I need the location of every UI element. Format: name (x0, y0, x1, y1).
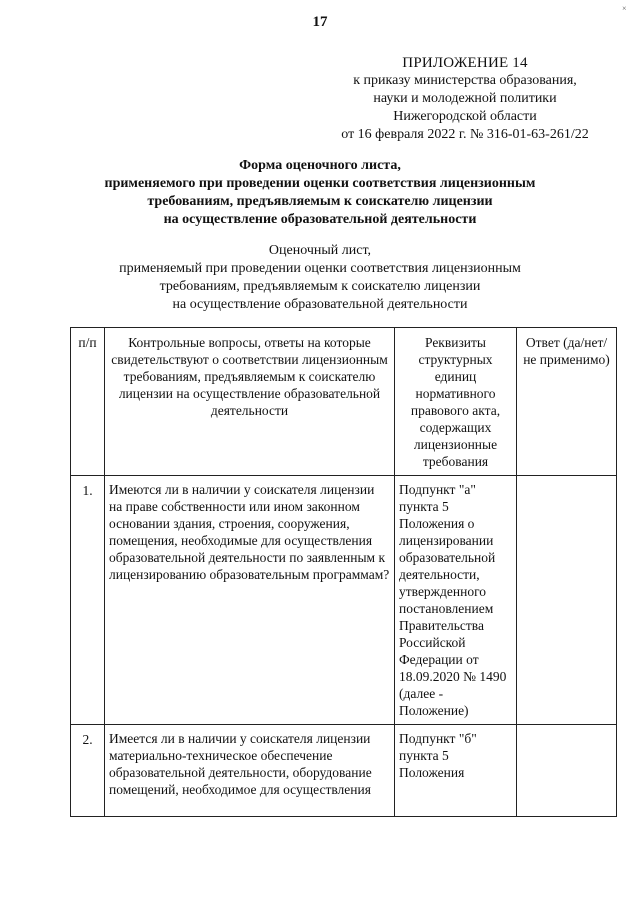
appendix-line: от 16 февраля 2022 г. № 316-01-63-261/22 (341, 127, 589, 142)
table-row (71, 725, 617, 817)
form-title-line: требованиям, предъявляемым к соискателю лицензии (147, 194, 493, 209)
row-number: 2. (71, 725, 105, 817)
row-number: 1. (71, 476, 105, 725)
header-answer: Ответ (да/нет/не применимо) (517, 328, 617, 476)
corner-mark: × (622, 4, 627, 13)
row-question: Имеется ли в наличии у соискателя лицензии материально-техническое обеспечение образовательной деятельности, оборудование помещений, необходимое для осуществления (105, 725, 395, 817)
form-title-line: на осуществление образовательной деятельности (163, 212, 477, 227)
row-answer[interactable] (517, 476, 617, 725)
row-question: Имеются ли в наличии у соискателя лицензии на праве собственности или ином законном основании здания, строения, сооружения, помещения, необходимые для осуществления образовательной деятельности по заявленным к лицензированию образовательным программам? (105, 476, 395, 725)
row-requisites: Подпункт "а" пункта 5 Положения о лицензировании образовательной деятельности, утвержденного постановлением Правительства Российской Федерации от 18.09.2020 № 1490 (далее - Положение) (395, 476, 517, 725)
form-title-line: применяемого при проведении оценки соответствия лицензионным (104, 176, 536, 191)
sheet-title-line: применяемый при проведении оценки соответствия лицензионным (119, 261, 521, 276)
form-title-line: Форма оценочного листа, (239, 158, 401, 173)
appendix-block (300, 54, 630, 144)
page-number: 17 (312, 14, 328, 30)
appendix-title: ПРИЛОЖЕНИЕ 14 (402, 55, 528, 71)
table-row (71, 476, 617, 725)
sheet-title-line: на осуществление образовательной деятельности (172, 297, 468, 312)
row-requisites: Подпункт "б" пункта 5 Положения (395, 725, 517, 817)
row-answer[interactable] (517, 725, 617, 817)
header-question: Контрольные вопросы, ответы на которые свидетельствуют о соответствии лицензионным требованиям, предъявляемым к соискателю лицензии на осуществление образовательной деятельности (105, 328, 395, 476)
table-header-row (71, 328, 617, 476)
header-num: п/п (71, 328, 105, 476)
header-requisites: Реквизиты структурных единиц нормативного правового акта, содержащих лицензионные требования (395, 328, 517, 476)
sheet-title-line: Оценочный лист, (268, 243, 372, 258)
sheet-title (60, 242, 580, 314)
appendix-line: науки и молодежной политики (373, 91, 557, 106)
evaluation-table (70, 327, 617, 817)
sheet-title-line: требованиям, предъявляемым к соискателю лицензии (159, 279, 481, 294)
appendix-line: к приказу министерства образования, (353, 73, 577, 88)
appendix-line: Нижегородской области (393, 109, 537, 124)
form-title (60, 157, 580, 229)
